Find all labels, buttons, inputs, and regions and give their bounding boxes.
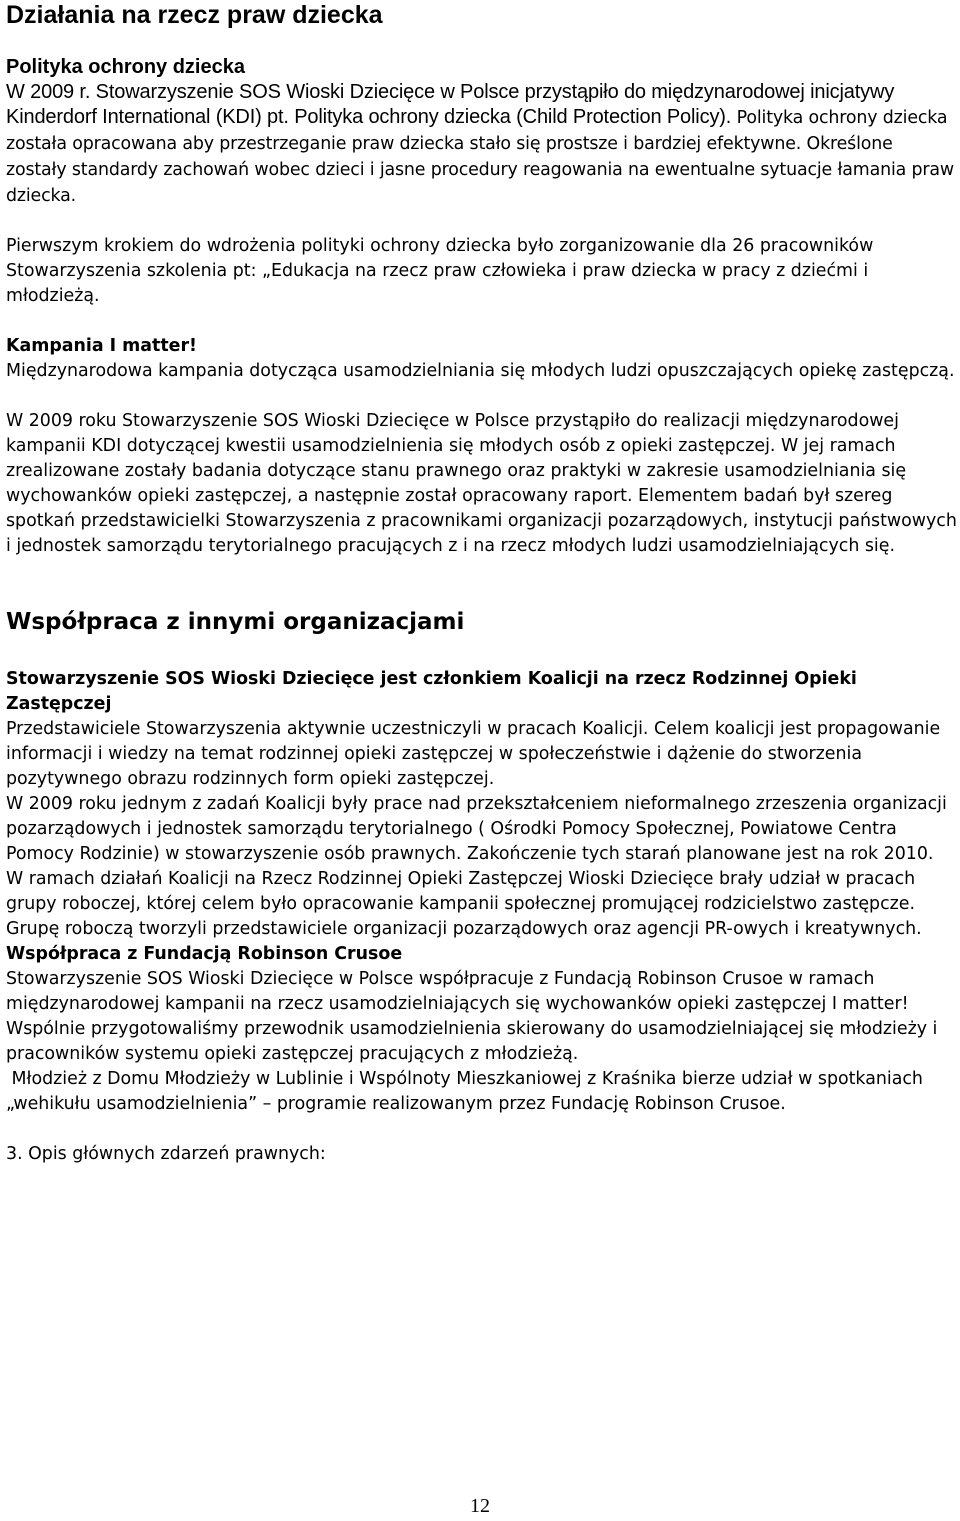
- robinson-paragraph-2: Wspólnie przygotowaliśmy przewodnik usamodzielnienia skierowany do usamodzielniającej się młodzieży i pracowników systemu opieki zastępczej pracujących z młodzieżą.: [6, 1019, 938, 1064]
- robinson-paragraph-3: Młodzież z Domu Młodzieży w Lublinie i Wspólnoty Mieszkaniowej z Kraśnika bierze udział w spotkaniach „wehikułu usamodzielnienia” – programie realizowanym przez Fundację Robinson Crusoe.: [6, 1069, 929, 1114]
- legal-events-heading: 3. Opis głównych zdarzeń prawnych:: [6, 1144, 326, 1164]
- section-cooperation: [6, 607, 958, 942]
- i-matter-description: W 2009 roku Stowarzyszenie SOS Wioski Dziecięce w Polsce przystąpiło do realizacji międzynarodowej kampanii KDI dotyczącej kwestii usamodzielnienia się młodych osób z opieki zastępczej. W jej ramach zrealizowane zostały badania dotyczące stanu prawnego oraz praktyki w zakresie usamodzielniania się wychowanków opieki zastępczej, a następnie został opracowany raport. Elementem badań był szereg spotkań przedstawicielki Stowarzyszenia z pracownikami organizacji pozarządowych, instytucji państwowych i jednostek samorządu terytorialnego pracujących z i na rzecz młodych ludzi usamodzielniających się.: [6, 411, 957, 556]
- child-protection-intro: W 2009 r. Stowarzyszenie SOS Wioski Dziecięce w Polsce przystąpiło do międzynarodowej inicjatywy Kinderdorf International (KDI) pt. Polityka ochrony dziecka (Child Protection Policy).: [6, 81, 895, 128]
- coalition-paragraph-2: W 2009 roku jednym z zadań Koalicji były prace nad przekształceniem nieformalnego zrzeszenia organizacji pozarządowych i jednostek samorządu terytorialnego ( Ośrodki Pomocy Społecznej, Powiatowe Centra Pomocy Rodzinie) w stowarzyszenie osób prawnych. Zakończenie tych starań planowane jest na rok 2010.: [6, 794, 947, 864]
- section-heading-cooperation: Współpraca z innymi organizacjami: [6, 609, 465, 635]
- i-matter-intro: Międzynarodowa kampania dotycząca usamodzielniania się młodych ludzi opuszczających opiekę zastępczą.: [6, 361, 955, 381]
- coalition-subheading: Stowarzyszenie SOS Wioski Dziecięce jest członkiem Koalicji na rzecz Rodzinnej Opieki Zastępczej: [6, 669, 857, 714]
- coalition-paragraph-3: W ramach działań Koalicji na Rzecz Rodzinnej Opieki Zastępczej Wioski Dziecięce brały udział w pracach grupy roboczej, której celem było opracowanie kampanii społecznej promującej rodzicielstwo zastępcze. Grupę roboczą tworzyli przedstawiciele organizacji pozarządowych oraz agencji PR-owych i kreatywnych.: [6, 869, 922, 939]
- section-child-protection: [6, 55, 958, 309]
- robinson-paragraph-1: Stowarzyszenie SOS Wioski Dziecięce w Polsce współpracuje z Fundacją Robinson Crusoe w ramach międzynarodowej kampanii na rzecz usamodzielniających się wychowanków opieki zastępczej I matter!: [6, 969, 909, 1014]
- coalition-paragraph-1: Przedstawiciele Stowarzyszenia aktywnie uczestniczyli w pracach Koalicji. Celem koalicji jest propagowanie informacji i wiedzy na temat rodzinnej opieki zastępczej w społeczeństwie i dążenie do stworzenia pozytywnego obrazu rodzinnych form opieki zastępczej.: [6, 719, 941, 789]
- page-number: 12: [470, 1495, 490, 1517]
- section-heading-robinson-crusoe: Współpraca z Fundacją Robinson Crusoe: [6, 944, 403, 964]
- section-robinson-crusoe: [6, 942, 958, 1117]
- document-page: [6, 0, 958, 1167]
- section-heading-child-protection: Polityka ochrony dziecka: [6, 56, 245, 78]
- section-heading-i-matter: Kampania I matter!: [6, 336, 197, 356]
- child-protection-description: Polityka ochrony dziecka została opracowana aby przestrzeganie praw dziecka stało się prostsze i bardziej efektywne. Określone zostały standardy zachowań wobec dzieci i jasne procedury reagowania na ewentualne sytuacje łamania praw dziecka.: [6, 108, 954, 206]
- child-protection-training: Pierwszym krokiem do wdrożenia polityki ochrony dziecka było zorganizowanie dla 26 pracowników Stowarzyszenia szkolenia pt: „Edukacja na rzecz praw człowieka i praw dziecka w pracy z dziećmi i młodzieżą.: [6, 236, 874, 306]
- page-title: Działania na rzecz praw dziecka: [6, 1, 383, 29]
- section-i-matter: [6, 334, 958, 559]
